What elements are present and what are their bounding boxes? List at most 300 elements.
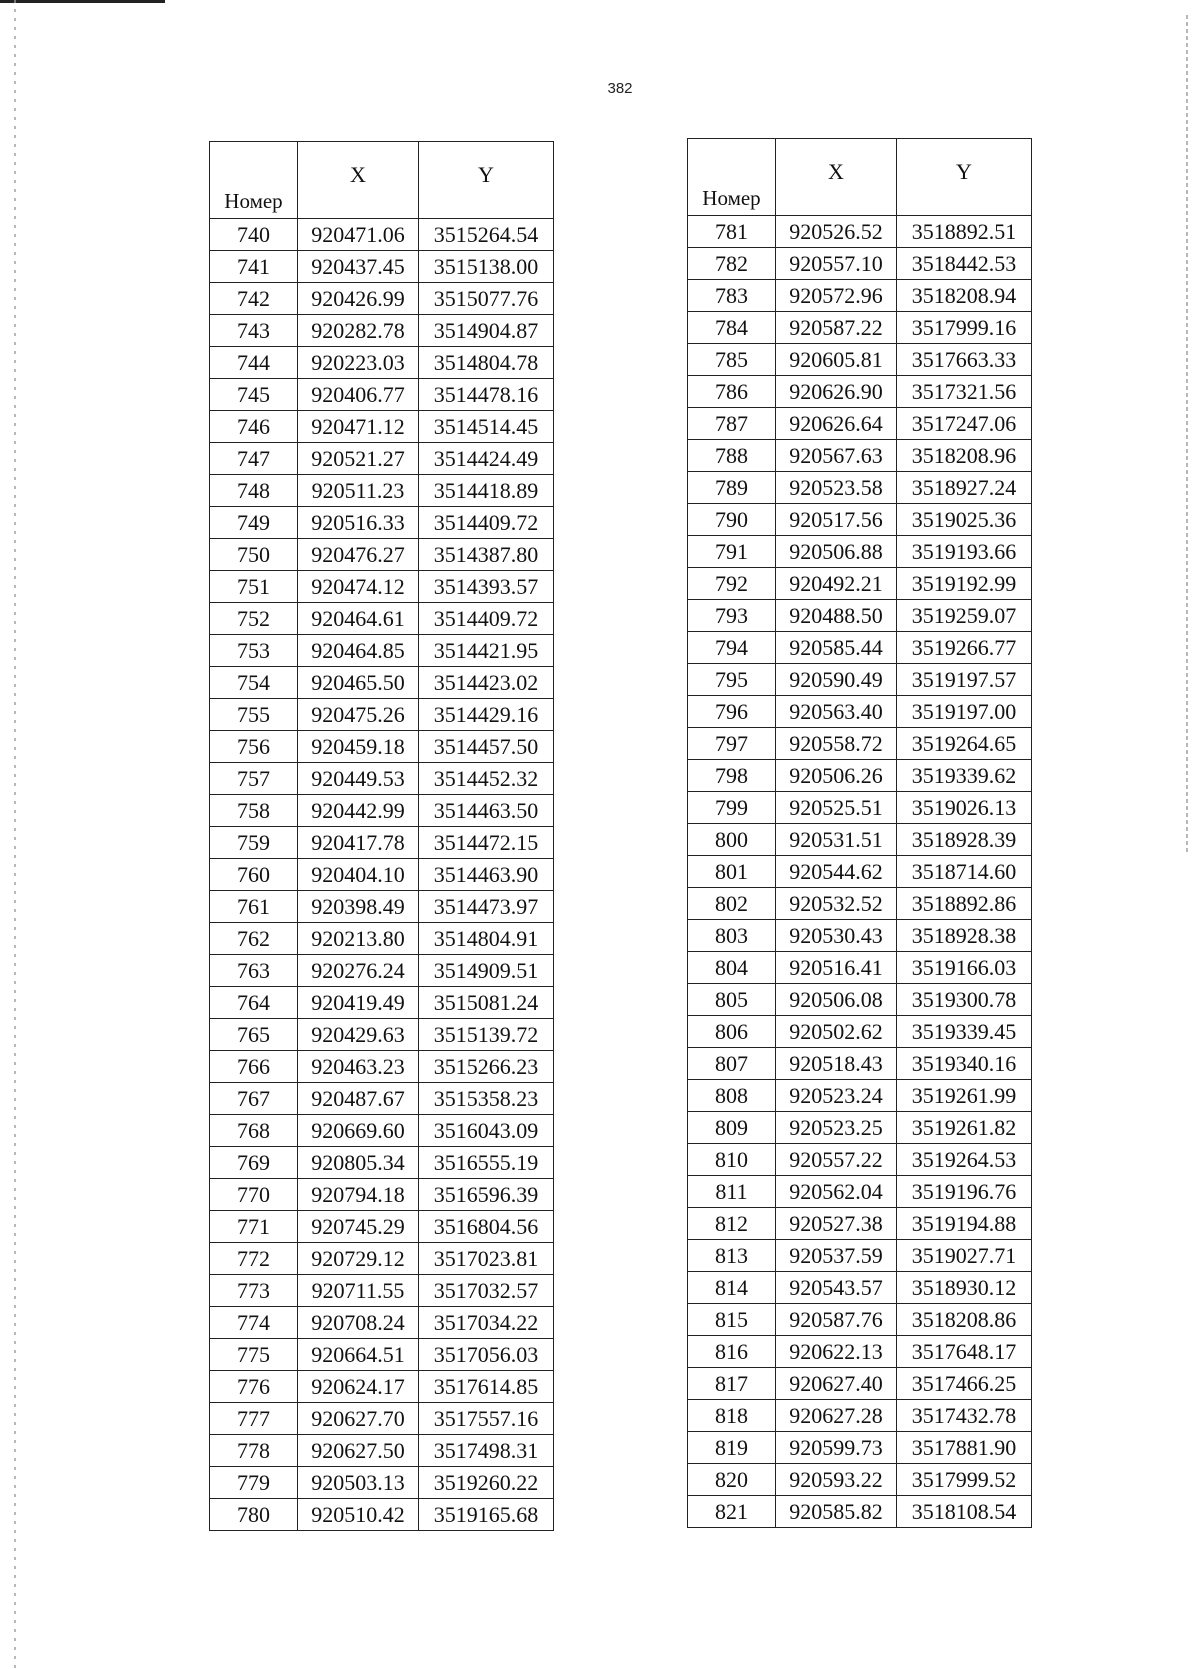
table-row — [688, 792, 1032, 824]
cell-number: 779 — [210, 1467, 298, 1499]
cell-number: 765 — [210, 1019, 298, 1051]
cell-number: 774 — [210, 1307, 298, 1339]
cell-y: 3515264.54 — [419, 219, 554, 251]
cell-y: 3515266.23 — [419, 1051, 554, 1083]
table-row — [210, 1403, 554, 1435]
cell-number: 763 — [210, 955, 298, 987]
table-row — [210, 1307, 554, 1339]
table-row — [688, 1336, 1032, 1368]
cell-number: 755 — [210, 699, 298, 731]
column-header-number: Номер — [210, 142, 298, 219]
cell-x: 920626.90 — [776, 376, 897, 408]
table-row — [688, 280, 1032, 312]
cell-number: 776 — [210, 1371, 298, 1403]
cell-y: 3514804.91 — [419, 923, 554, 955]
cell-number: 785 — [688, 344, 776, 376]
cell-x: 920532.52 — [776, 888, 897, 920]
table-row — [210, 891, 554, 923]
cell-y: 3514429.16 — [419, 699, 554, 731]
cell-number: 780 — [210, 1499, 298, 1531]
cell-number: 741 — [210, 251, 298, 283]
cell-x: 920488.50 — [776, 600, 897, 632]
cell-x: 920563.40 — [776, 696, 897, 728]
cell-number: 794 — [688, 632, 776, 664]
table-row — [210, 1147, 554, 1179]
cell-x: 920599.73 — [776, 1432, 897, 1464]
table-row — [688, 1368, 1032, 1400]
table-row — [210, 411, 554, 443]
cell-number: 758 — [210, 795, 298, 827]
cell-x: 920417.78 — [298, 827, 419, 859]
cell-y: 3517321.56 — [897, 376, 1032, 408]
cell-x: 920526.52 — [776, 216, 897, 248]
table-row — [688, 504, 1032, 536]
cell-x: 920521.27 — [298, 443, 419, 475]
table-row — [688, 344, 1032, 376]
cell-y: 3514418.89 — [419, 475, 554, 507]
table-row — [688, 1464, 1032, 1496]
table-row — [210, 219, 554, 251]
table-row — [688, 1432, 1032, 1464]
cell-y: 3517648.17 — [897, 1336, 1032, 1368]
cell-y: 3519339.62 — [897, 760, 1032, 792]
cell-x: 920506.26 — [776, 760, 897, 792]
cell-y: 3518714.60 — [897, 856, 1032, 888]
cell-number: 744 — [210, 347, 298, 379]
cell-x: 920465.50 — [298, 667, 419, 699]
cell-y: 3514904.87 — [419, 315, 554, 347]
cell-number: 788 — [688, 440, 776, 472]
cell-y: 3518208.86 — [897, 1304, 1032, 1336]
column-header-y: Y — [897, 139, 1032, 216]
cell-x: 920587.76 — [776, 1304, 897, 1336]
cell-number: 770 — [210, 1179, 298, 1211]
table-row — [210, 1275, 554, 1307]
table-row — [688, 888, 1032, 920]
cell-y: 3519165.68 — [419, 1499, 554, 1531]
cell-x: 920464.85 — [298, 635, 419, 667]
cell-number: 804 — [688, 952, 776, 984]
cell-y: 3519026.13 — [897, 792, 1032, 824]
table-header-row — [210, 142, 554, 219]
table-row — [688, 1016, 1032, 1048]
table-row — [688, 728, 1032, 760]
cell-x: 920517.56 — [776, 504, 897, 536]
cell-x: 920557.10 — [776, 248, 897, 280]
cell-y: 3514393.57 — [419, 571, 554, 603]
scan-artifact-right-edge — [1186, 15, 1188, 855]
cell-x: 920419.49 — [298, 987, 419, 1019]
table-row — [210, 731, 554, 763]
cell-y: 3514463.50 — [419, 795, 554, 827]
cell-x: 920664.51 — [298, 1339, 419, 1371]
cell-x: 920502.62 — [776, 1016, 897, 1048]
table-row — [210, 571, 554, 603]
cell-number: 805 — [688, 984, 776, 1016]
cell-number: 781 — [688, 216, 776, 248]
cell-x: 920805.34 — [298, 1147, 419, 1179]
cell-x: 920626.64 — [776, 408, 897, 440]
cell-number: 813 — [688, 1240, 776, 1272]
cell-y: 3514421.95 — [419, 635, 554, 667]
cell-y: 3517056.03 — [419, 1339, 554, 1371]
table-row — [210, 283, 554, 315]
cell-number: 771 — [210, 1211, 298, 1243]
table-row — [688, 856, 1032, 888]
cell-x: 920525.51 — [776, 792, 897, 824]
table-row — [688, 1112, 1032, 1144]
cell-x: 920503.13 — [298, 1467, 419, 1499]
cell-x: 920622.13 — [776, 1336, 897, 1368]
cell-y: 3519261.82 — [897, 1112, 1032, 1144]
cell-x: 920516.41 — [776, 952, 897, 984]
table-row — [688, 952, 1032, 984]
cell-x: 920429.63 — [298, 1019, 419, 1051]
cell-number: 811 — [688, 1176, 776, 1208]
table-row — [210, 1339, 554, 1371]
column-header-number: Номер — [688, 139, 776, 216]
cell-number: 798 — [688, 760, 776, 792]
cell-y: 3519196.76 — [897, 1176, 1032, 1208]
table-row — [688, 984, 1032, 1016]
cell-number: 773 — [210, 1275, 298, 1307]
table-row — [210, 1083, 554, 1115]
cell-x: 920511.23 — [298, 475, 419, 507]
cell-x: 920282.78 — [298, 315, 419, 347]
cell-number: 815 — [688, 1304, 776, 1336]
cell-y: 3515358.23 — [419, 1083, 554, 1115]
cell-x: 920523.24 — [776, 1080, 897, 1112]
table-row — [210, 251, 554, 283]
cell-y: 3517432.78 — [897, 1400, 1032, 1432]
cell-y: 3518892.51 — [897, 216, 1032, 248]
table-row — [688, 760, 1032, 792]
table-row — [210, 795, 554, 827]
cell-number: 751 — [210, 571, 298, 603]
cell-y: 3519264.65 — [897, 728, 1032, 760]
cell-number: 768 — [210, 1115, 298, 1147]
cell-y: 3515077.76 — [419, 283, 554, 315]
cell-x: 920492.21 — [776, 568, 897, 600]
cell-y: 3519340.16 — [897, 1048, 1032, 1080]
cell-x: 920213.80 — [298, 923, 419, 955]
cell-number: 777 — [210, 1403, 298, 1435]
cell-number: 801 — [688, 856, 776, 888]
cell-y: 3515139.72 — [419, 1019, 554, 1051]
cell-number: 792 — [688, 568, 776, 600]
cell-y: 3518892.86 — [897, 888, 1032, 920]
cell-number: 782 — [688, 248, 776, 280]
cell-number: 745 — [210, 379, 298, 411]
table-row — [210, 827, 554, 859]
cell-y: 3514457.50 — [419, 731, 554, 763]
cell-number: 812 — [688, 1208, 776, 1240]
cell-number: 820 — [688, 1464, 776, 1496]
table-row — [210, 443, 554, 475]
cell-number: 742 — [210, 283, 298, 315]
column-header-x: X — [298, 142, 419, 219]
cell-y: 3516555.19 — [419, 1147, 554, 1179]
cell-y: 3516043.09 — [419, 1115, 554, 1147]
cell-x: 920585.82 — [776, 1496, 897, 1528]
cell-y: 3519194.88 — [897, 1208, 1032, 1240]
cell-x: 920708.24 — [298, 1307, 419, 1339]
table-row — [210, 1499, 554, 1531]
cell-x: 920544.62 — [776, 856, 897, 888]
cell-number: 772 — [210, 1243, 298, 1275]
cell-number: 756 — [210, 731, 298, 763]
cell-x: 920624.17 — [298, 1371, 419, 1403]
cell-y: 3516804.56 — [419, 1211, 554, 1243]
table-row — [210, 955, 554, 987]
table-row — [688, 696, 1032, 728]
table-row — [210, 1179, 554, 1211]
cell-number: 769 — [210, 1147, 298, 1179]
cell-y: 3519339.45 — [897, 1016, 1032, 1048]
table-row — [210, 923, 554, 955]
cell-y: 3517023.81 — [419, 1243, 554, 1275]
cell-y: 3517247.06 — [897, 408, 1032, 440]
cell-x: 920463.23 — [298, 1051, 419, 1083]
cell-y: 3518928.39 — [897, 824, 1032, 856]
table-row — [688, 216, 1032, 248]
cell-x: 920557.22 — [776, 1144, 897, 1176]
cell-y: 3519193.66 — [897, 536, 1032, 568]
table-header-row — [688, 139, 1032, 216]
table-row — [210, 315, 554, 347]
cell-number: 789 — [688, 472, 776, 504]
cell-x: 920506.88 — [776, 536, 897, 568]
coordinates-table-left — [209, 141, 554, 1531]
cell-x: 920404.10 — [298, 859, 419, 891]
table-row — [210, 1051, 554, 1083]
cell-number: 800 — [688, 824, 776, 856]
cell-y: 3514452.32 — [419, 763, 554, 795]
cell-number: 816 — [688, 1336, 776, 1368]
cell-x: 920729.12 — [298, 1243, 419, 1275]
table-row — [688, 1208, 1032, 1240]
cell-y: 3516596.39 — [419, 1179, 554, 1211]
table-row — [210, 859, 554, 891]
table-row — [210, 1211, 554, 1243]
scan-artifact-top-bar — [0, 0, 165, 3]
cell-y: 3514409.72 — [419, 603, 554, 635]
cell-x: 920506.08 — [776, 984, 897, 1016]
table-row — [210, 1467, 554, 1499]
cell-y: 3518928.38 — [897, 920, 1032, 952]
cell-number: 793 — [688, 600, 776, 632]
cell-x: 920398.49 — [298, 891, 419, 923]
cell-x: 920558.72 — [776, 728, 897, 760]
cell-number: 810 — [688, 1144, 776, 1176]
cell-x: 920442.99 — [298, 795, 419, 827]
table-row — [210, 1371, 554, 1403]
cell-y: 3517663.33 — [897, 344, 1032, 376]
table-row — [688, 376, 1032, 408]
table-row — [688, 1048, 1032, 1080]
cell-y: 3517498.31 — [419, 1435, 554, 1467]
cell-x: 920669.60 — [298, 1115, 419, 1147]
cell-number: 790 — [688, 504, 776, 536]
cell-number: 817 — [688, 1368, 776, 1400]
cell-y: 3519261.99 — [897, 1080, 1032, 1112]
cell-number: 814 — [688, 1272, 776, 1304]
cell-x: 920426.99 — [298, 283, 419, 315]
cell-number: 809 — [688, 1112, 776, 1144]
cell-x: 920471.06 — [298, 219, 419, 251]
cell-x: 920437.45 — [298, 251, 419, 283]
cell-y: 3519260.22 — [419, 1467, 554, 1499]
cell-x: 920605.81 — [776, 344, 897, 376]
column-header-y: Y — [419, 142, 554, 219]
table-row — [688, 472, 1032, 504]
table-row — [688, 1496, 1032, 1528]
table-row — [210, 379, 554, 411]
table-row — [688, 664, 1032, 696]
cell-number: 775 — [210, 1339, 298, 1371]
cell-y: 3518208.96 — [897, 440, 1032, 472]
cell-y: 3519266.77 — [897, 632, 1032, 664]
table-row — [688, 920, 1032, 952]
cell-number: 803 — [688, 920, 776, 952]
cell-number: 743 — [210, 315, 298, 347]
cell-x: 920627.50 — [298, 1435, 419, 1467]
scan-artifact-left-edge — [14, 0, 16, 1669]
cell-y: 3519027.71 — [897, 1240, 1032, 1272]
cell-x: 920474.12 — [298, 571, 419, 603]
cell-y: 3518930.12 — [897, 1272, 1032, 1304]
cell-y: 3517466.25 — [897, 1368, 1032, 1400]
cell-y: 3514478.16 — [419, 379, 554, 411]
cell-x: 920572.96 — [776, 280, 897, 312]
cell-number: 766 — [210, 1051, 298, 1083]
table-row — [210, 1243, 554, 1275]
cell-x: 920475.26 — [298, 699, 419, 731]
cell-y: 3514409.72 — [419, 507, 554, 539]
cell-x: 920276.24 — [298, 955, 419, 987]
cell-y: 3515081.24 — [419, 987, 554, 1019]
cell-y: 3517881.90 — [897, 1432, 1032, 1464]
cell-number: 808 — [688, 1080, 776, 1112]
cell-x: 920587.22 — [776, 312, 897, 344]
cell-x: 920794.18 — [298, 1179, 419, 1211]
cell-y: 3519025.36 — [897, 504, 1032, 536]
cell-y: 3517032.57 — [419, 1275, 554, 1307]
page-number: 382 — [607, 80, 633, 97]
column-header-x: X — [776, 139, 897, 216]
table-row — [688, 312, 1032, 344]
cell-number: 821 — [688, 1496, 776, 1528]
cell-y: 3514472.15 — [419, 827, 554, 859]
cell-number: 757 — [210, 763, 298, 795]
cell-number: 784 — [688, 312, 776, 344]
cell-y: 3514387.80 — [419, 539, 554, 571]
cell-x: 920406.77 — [298, 379, 419, 411]
cell-y: 3517557.16 — [419, 1403, 554, 1435]
table-row — [210, 475, 554, 507]
cell-x: 920471.12 — [298, 411, 419, 443]
cell-number: 747 — [210, 443, 298, 475]
cell-x: 920510.42 — [298, 1499, 419, 1531]
cell-y: 3519259.07 — [897, 600, 1032, 632]
cell-x: 920745.29 — [298, 1211, 419, 1243]
cell-number: 750 — [210, 539, 298, 571]
cell-number: 767 — [210, 1083, 298, 1115]
cell-number: 795 — [688, 664, 776, 696]
table-row — [688, 1176, 1032, 1208]
cell-y: 3519166.03 — [897, 952, 1032, 984]
cell-x: 920523.58 — [776, 472, 897, 504]
cell-number: 754 — [210, 667, 298, 699]
cell-number: 786 — [688, 376, 776, 408]
cell-x: 920223.03 — [298, 347, 419, 379]
cell-number: 740 — [210, 219, 298, 251]
cell-x: 920527.38 — [776, 1208, 897, 1240]
cell-x: 920627.28 — [776, 1400, 897, 1432]
cell-number: 748 — [210, 475, 298, 507]
table-row — [210, 763, 554, 795]
cell-number: 807 — [688, 1048, 776, 1080]
cell-y: 3517034.22 — [419, 1307, 554, 1339]
table-row — [688, 1144, 1032, 1176]
table-row — [688, 632, 1032, 664]
cell-number: 797 — [688, 728, 776, 760]
cell-number: 759 — [210, 827, 298, 859]
cell-number: 761 — [210, 891, 298, 923]
table-row — [688, 440, 1032, 472]
cell-y: 3514514.45 — [419, 411, 554, 443]
cell-x: 920523.25 — [776, 1112, 897, 1144]
table-row — [210, 987, 554, 1019]
table-row — [688, 568, 1032, 600]
cell-x: 920516.33 — [298, 507, 419, 539]
table-row — [688, 600, 1032, 632]
table-row — [688, 248, 1032, 280]
table-row — [210, 699, 554, 731]
cell-y: 3519300.78 — [897, 984, 1032, 1016]
table-row — [688, 536, 1032, 568]
cell-x: 920531.51 — [776, 824, 897, 856]
cell-y: 3514804.78 — [419, 347, 554, 379]
cell-number: 746 — [210, 411, 298, 443]
cell-x: 920518.43 — [776, 1048, 897, 1080]
table-row — [210, 603, 554, 635]
cell-y: 3517999.52 — [897, 1464, 1032, 1496]
cell-number: 819 — [688, 1432, 776, 1464]
cell-number: 762 — [210, 923, 298, 955]
cell-x: 920590.49 — [776, 664, 897, 696]
cell-x: 920585.44 — [776, 632, 897, 664]
cell-y: 3519264.53 — [897, 1144, 1032, 1176]
cell-number: 818 — [688, 1400, 776, 1432]
cell-x: 920562.04 — [776, 1176, 897, 1208]
cell-y: 3514909.51 — [419, 955, 554, 987]
cell-number: 799 — [688, 792, 776, 824]
cell-x: 920627.40 — [776, 1368, 897, 1400]
table-row — [210, 539, 554, 571]
cell-y: 3518108.54 — [897, 1496, 1032, 1528]
table-row — [210, 1115, 554, 1147]
cell-x: 920567.63 — [776, 440, 897, 472]
cell-y: 3514423.02 — [419, 667, 554, 699]
cell-x: 920537.59 — [776, 1240, 897, 1272]
cell-number: 796 — [688, 696, 776, 728]
cell-y: 3519192.99 — [897, 568, 1032, 600]
cell-number: 802 — [688, 888, 776, 920]
cell-number: 787 — [688, 408, 776, 440]
table-row — [688, 408, 1032, 440]
cell-y: 3519197.00 — [897, 696, 1032, 728]
